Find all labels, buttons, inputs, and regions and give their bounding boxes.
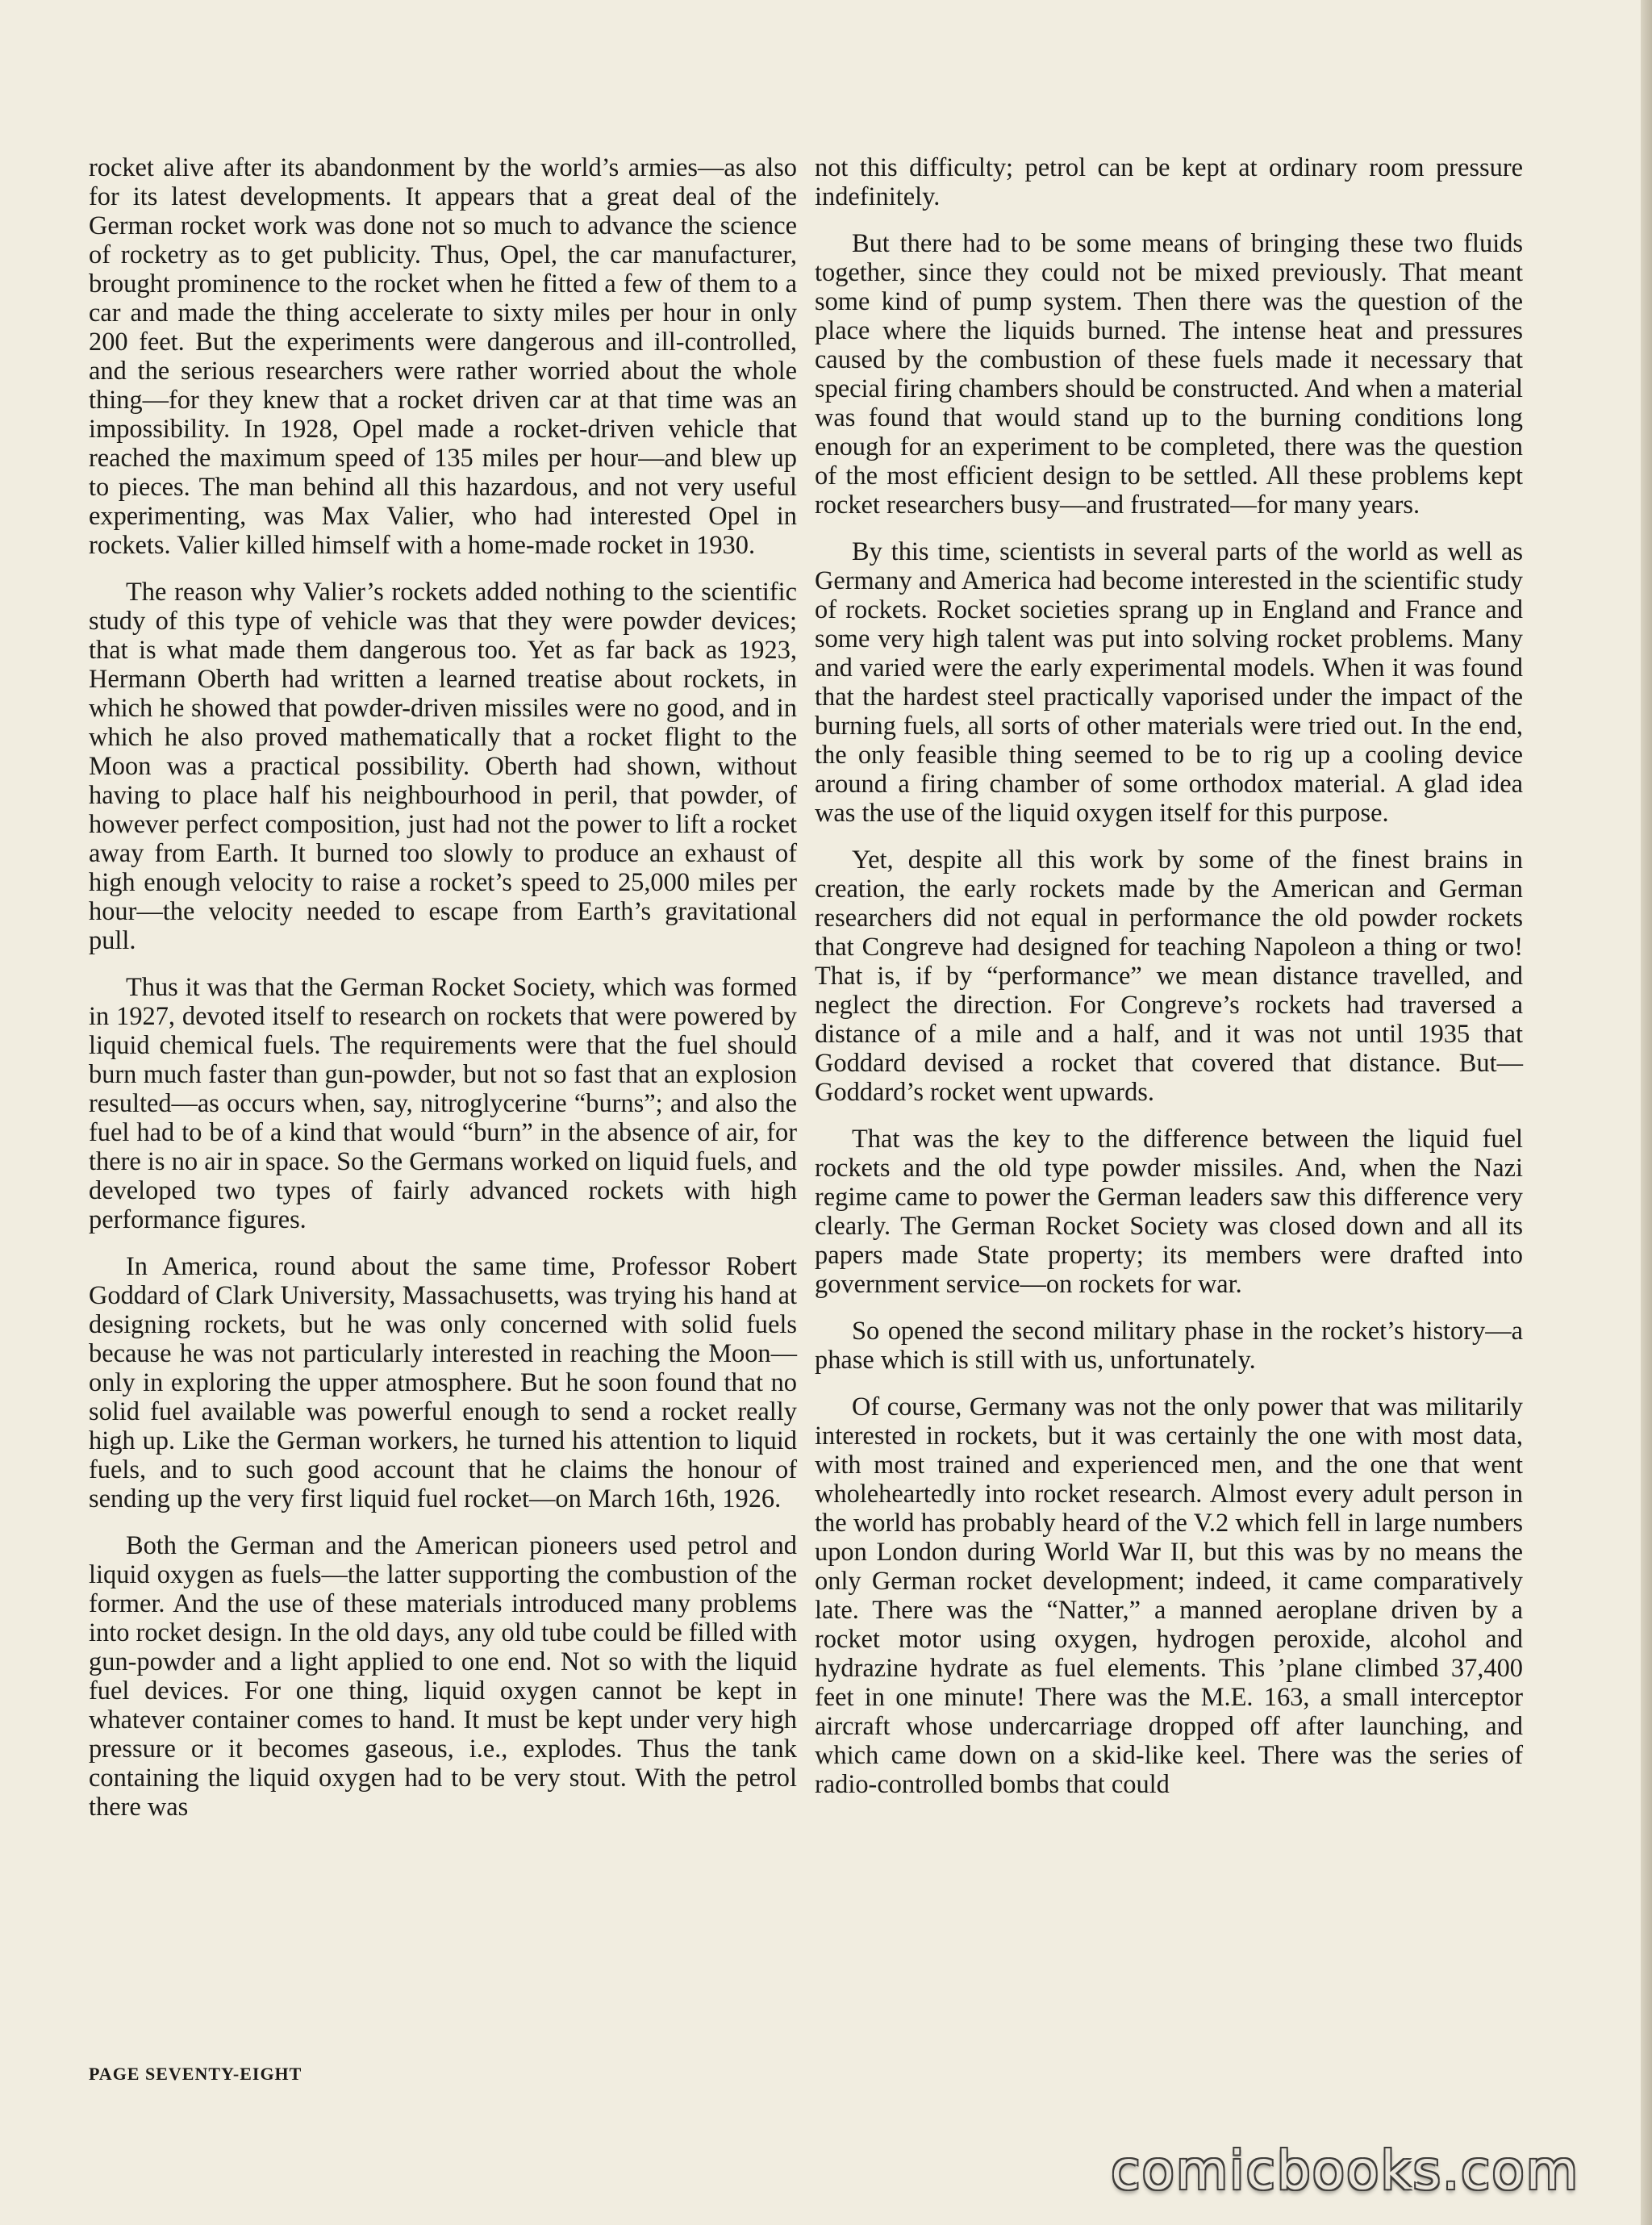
paragraph: In America, round about the same time, Professor Robert Goddard of Clark University, Massachusetts, was trying his hand at designing rockets, but he was only concerned with solid fuels because he was not particularly interested in reaching the Moon—only in exploring the upper atmosphere. But he soon found that no solid fuel available was powerful enough to send a rocket really high up. Like the German workers, he turned his attention to liquid fuels, and to such good account that he claims the honour of sending up the very first liquid fuel rocket—on March 16th, 1926. (89, 1252, 797, 1513)
paragraph: That was the key to the difference between the liquid fuel rockets and the old type powder missiles. And, when the Nazi regime came to power the German leaders saw this difference very clearly. The German Rocket Society was closed down and all its papers made State property; its members were drafted into government service—on rockets for war. (815, 1125, 1523, 1299)
paragraph: Yet, despite all this work by some of the finest brains in creation, the early rockets made by the American and German researchers did not equal in performance the old powder rockets that Congreve had designed for teaching Napoleon a thing or two! That is, if by “performance” we mean distance travelled, and neglect the direction. For Congreve’s rockets had traversed a distance of a mile and a half, and it was not until 1935 that Goddard devised a rocket that covered that distance. But—Goddard’s rocket went upwards. (815, 845, 1523, 1107)
paragraph: Thus it was that the German Rocket Society, which was formed in 1927, devoted itself to research on rockets that were powered by liquid chemical fuels. The requirements were that the fuel should burn much faster than gun-powder, but not so fast that an explosion resulted—as occurs when, say, nitroglycerine “burns”; and also the fuel had to be of a kind that would “burn” in the absence of air, for there is no air in space. So the Germans worked on liquid fuels, and developed two types of fairly advanced rockets with high performance figures. (89, 973, 797, 1234)
page-edge (1641, 0, 1652, 2225)
paragraph: not this difficulty; petrol can be kept at ordinary room pressure indefinitely. (815, 153, 1523, 211)
right-column (815, 153, 1523, 1817)
left-column (89, 153, 797, 1839)
paragraph: Both the German and the American pioneers used petrol and liquid oxygen as fuels—the latter supporting the combustion of the former. And the use of these materials introduced many problems into rocket design. In the old days, any old tube could be filled with gun-powder and a light applied to one end. Not so with the liquid fuel devices. For one thing, liquid oxygen cannot be kept in whatever container comes to hand. It must be kept under very high pressure or it becomes gaseous, i.e., explodes. Thus the tank containing the liquid oxygen had to be very stout. With the petrol there was (89, 1531, 797, 1822)
paragraph: Of course, Germany was not the only power that was militarily interested in rockets, but it was certainly the one with most data, with most trained and experienced men, and the one that went wholeheartedly into rocket research. Almost every adult person in the world has probably heard of the V.2 which fell in large numbers upon London during World War II, but this was by no means the only German rocket development; indeed, it came comparatively late. There was the “Natter,” a manned aeroplane driven by a rocket motor using oxygen, hydrogen peroxide, alcohol and hydrazine hydrate as fuel elements. This ’plane climbed 37,400 feet in one minute! There was the M.E. 163, a small interceptor aircraft whose undercarriage dropped off after launching, and which came down on a skid-like keel. There was the series of radio-controlled bombs that could (815, 1392, 1523, 1799)
paragraph: The reason why Valier’s rockets added nothing to the scientific study of this type of vehicle was that they were powder devices; that is what made them dangerous too. Yet as far back as 1923, Hermann Oberth had written a learned treatise about rockets, in which he showed that powder-driven missiles were no good, and in which he also proved mathematically that a rocket flight to the Moon was a practical possibility. Oberth had shown, without having to place half his neighbourhood in peril, that powder, of however perfect composition, just had not the power to lift a rocket away from Earth. It burned too slowly to produce an exhaust of high enough velocity to raise a rocket’s speed to 25,000 miles per hour—the velocity needed to escape from Earth’s gravitational pull. (89, 578, 797, 955)
paragraph: By this time, scientists in several parts of the world as well as Germany and America had become interested in the scientific study of rockets. Rocket societies sprang up in England and France and some very high talent was put into solving rocket problems. Many and varied were the early experimental models. When it was found that the hardest steel practically vaporised under the impact of the burning fuels, all sorts of other materials were tried out. In the end, the only feasible thing seemed to be to rig up a cooling device around a firing chamber of some orthodox material. A glad idea was the use of the liquid oxygen itself for this purpose. (815, 537, 1523, 828)
paragraph: So opened the second military phase in the rocket’s history—a phase which is still with us, unfortunately. (815, 1317, 1523, 1375)
paragraph: But there had to be some means of bringing these two fluids together, since they could not be mixed previously. That meant some kind of pump system. Then there was the question of the place where the liquids burned. The intense heat and pressures caused by the combustion of these fuels made it necessary that special firing chambers should be constructed. And when a material was found that would stand up to the burning conditions long enough for an experiment to be completed, there was the question of the most efficient design to be settled. All these problems kept rocket researchers busy—and frustrated—for many years. (815, 229, 1523, 520)
watermark-logo: comicbooks.com (1111, 2139, 1579, 2202)
paragraph: rocket alive after its abandonment by the world’s armies—as also for its latest developments. It appears that a great deal of the German rocket work was done not so much to advance the science of rocketry as to get publicity. Thus, Opel, the car manufacturer, brought prominence to the rocket when he fitted a few of them to a car and made the thing accelerate to sixty miles per hour in only 200 feet. But the experiments were dangerous and ill-controlled, and the serious researchers were rather worried about the whole thing—for they knew that a rocket driven car at that time was an impossibility. In 1928, Opel made a rocket-driven vehicle that reached the maximum speed of 135 miles per hour—and blew up to pieces. The man behind all this hazardous, and not very useful experimenting, was Max Valier, who had interested Opel in rockets. Valier killed himself with a home-made rocket in 1930. (89, 153, 797, 560)
page-number-footer: PAGE SEVENTY-EIGHT (89, 2064, 302, 2084)
